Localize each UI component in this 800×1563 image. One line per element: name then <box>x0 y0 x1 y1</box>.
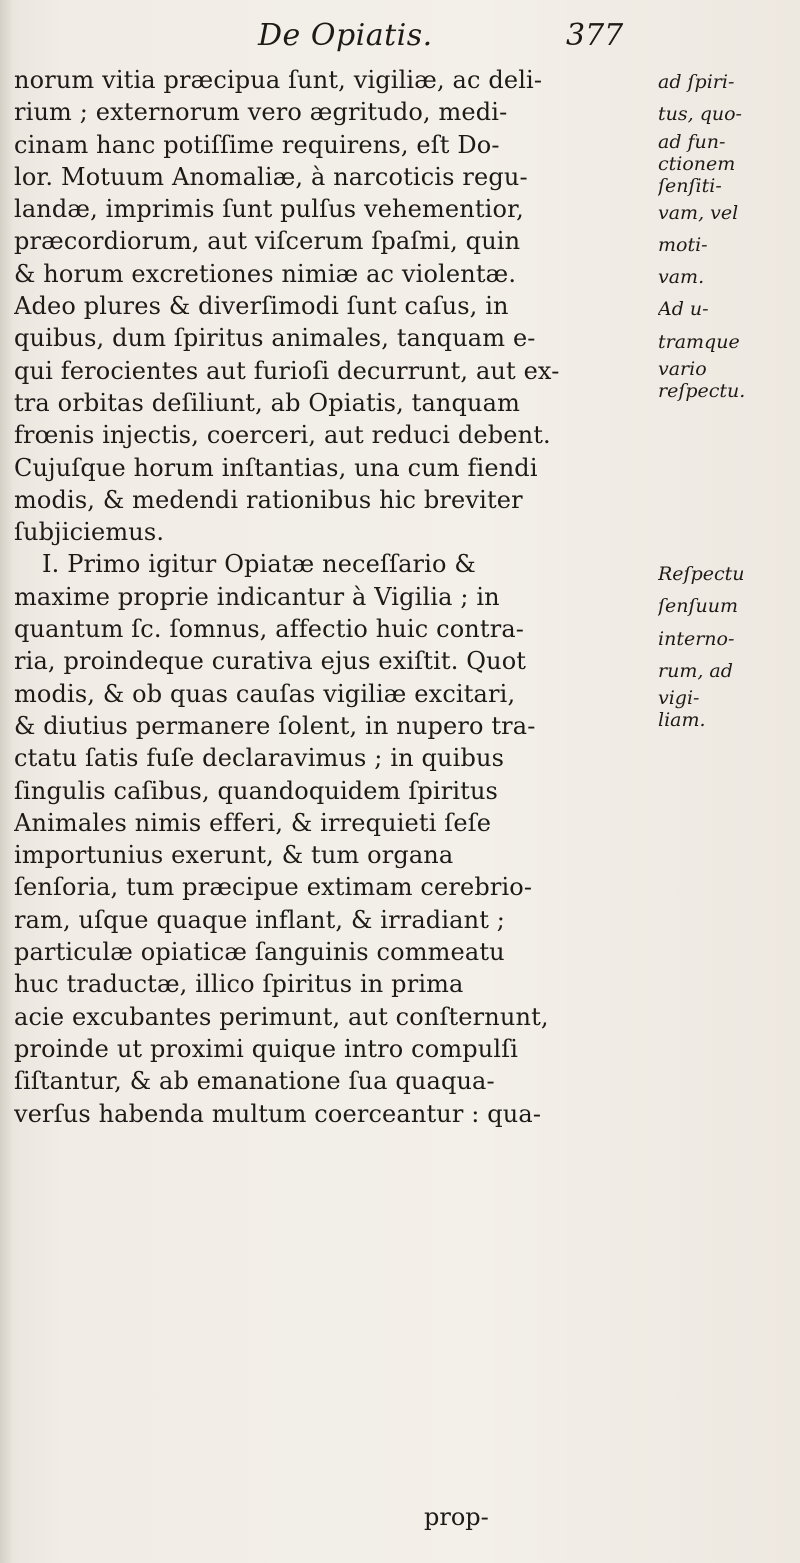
main-text-block <box>14 64 654 1130</box>
margin-note: vam. <box>658 266 705 289</box>
margin-note: ad fun- <box>658 130 726 153</box>
text-line: ria, proindeque curativa ejus exiſtit. Quot <box>14 647 527 676</box>
running-head <box>0 18 800 62</box>
text-line: Adeo plures & diverſimodi ſunt caſus, in <box>14 292 509 321</box>
margin-note: liam. <box>658 709 706 732</box>
text-line: qui ferocientes aut furioſi decurrunt, aut ex- <box>14 356 560 385</box>
text-line: particulæ opiaticæ ſanguinis commeatu <box>14 938 505 967</box>
margin-note: moti- <box>658 233 708 256</box>
text-line: ſenſoria, tum præcipue extimam cerebrio- <box>14 873 533 902</box>
running-title: De Opiatis. <box>258 18 433 53</box>
text-line: præcordiorum, aut viſcerum ſpaſmi, quin <box>14 227 521 256</box>
text-line: acie excubantes perimunt, aut conſternunt, <box>14 1002 549 1031</box>
margin-note: vario <box>658 358 707 381</box>
margin-note: Ad u- <box>658 298 709 321</box>
margin-note: tus, quo- <box>658 103 742 126</box>
marginal-notes <box>658 66 798 731</box>
text-line: tra orbitas deſiliunt, ab Opiatis, tanquam <box>14 388 521 417</box>
text-line: Animales nimis efferi, & irrequieti ſeſe <box>14 808 492 837</box>
catchword: prop- <box>424 1503 489 1531</box>
text-line: importunius exerunt, & tum organa <box>14 841 454 870</box>
text-line: modis, & ob quas cauſas vigiliæ excitari, <box>14 679 516 708</box>
margin-note: rum, ad <box>658 659 733 682</box>
margin-note: ad ſpiri- <box>658 71 735 93</box>
gutter-shadow <box>0 0 14 1563</box>
text-line: modis, & medendi rationibus hic breviter <box>14 485 523 514</box>
page-number: 377 <box>566 18 624 53</box>
text-line: quibus, dum ſpiritus animales, tanquam e- <box>14 324 536 353</box>
text-line: proinde ut proximi quique intro compulſi <box>14 1034 519 1063</box>
margin-note: tramque <box>658 330 740 353</box>
text-line: ſiſtantur, & ab emanatione ſua quaqua- <box>14 1067 495 1096</box>
margin-note: reſpectu. <box>658 380 746 403</box>
text-line: cinam hanc potiſſime requirens, eſt Do- <box>14 130 500 159</box>
text-line: & horum excretiones nimiæ ac violentæ. <box>14 259 517 288</box>
margin-note: vigi- <box>658 687 700 710</box>
text-line: ſingulis caſibus, quandoquidem ſpiritus <box>14 776 499 805</box>
text-line: maxime proprie indicantur à Vigilia ; in <box>14 582 500 611</box>
text-line: ſubjiciemus. <box>14 518 165 547</box>
text-line: ram, uſque quaque inflant, & irradiant ; <box>14 905 506 934</box>
text-line: I. Primo igitur Opiatæ neceſſario & <box>42 550 476 579</box>
margin-note: ctionem <box>658 152 736 175</box>
margin-spacer <box>658 402 798 558</box>
margin-note: ſenſuum <box>658 595 739 618</box>
text-line: landæ, imprimis ſunt pulſus vehementior, <box>14 195 524 224</box>
text-line: ctatu ſatis fuſe declaravimus ; in quibus <box>14 744 505 773</box>
margin-note: interno- <box>658 627 735 650</box>
text-line: quantum ſc. ſomnus, affectio huic contra- <box>14 615 525 644</box>
text-line: huc traductæ, illico ſpiritus in prima <box>14 970 464 999</box>
text-line: lor. Motuum Anomaliæ, à narcoticis regu- <box>14 162 528 191</box>
margin-note: vam, vel <box>658 201 739 224</box>
text-line: verſus habenda multum coerceantur : qua- <box>14 1099 542 1128</box>
text-line: frœnis injectis, coerceri, aut reduci debent. <box>14 421 551 450</box>
text-line: norum vitia præcipua ſunt, vigiliæ, ac deli- <box>14 66 543 94</box>
margin-note: Reſpectu <box>658 563 745 586</box>
margin-note: ſenſiti- <box>658 174 722 197</box>
text-line: Cujuſque horum inſtantias, una cum fiendi <box>14 453 538 482</box>
text-line: & diutius permanere ſolent, in nupero tra- <box>14 711 536 740</box>
text-line: rium ; externorum vero ægritudo, medi- <box>14 98 508 127</box>
